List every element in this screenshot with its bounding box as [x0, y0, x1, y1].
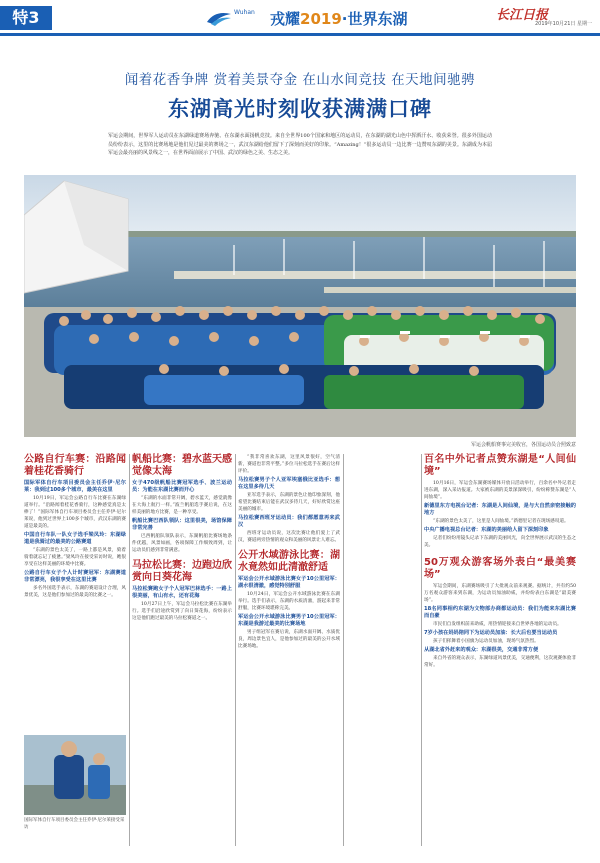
story-subheading: 18名同事相约东湖为文物部办商都运动员：我们为能来东湖比赛而自豪	[424, 606, 576, 619]
paper-date: 2019年10月21日 星期一	[534, 21, 592, 27]
logo-text: Wuhan	[234, 9, 255, 16]
section-badge: 特3	[0, 6, 52, 30]
story-paragraph: 孩子们挥舞着小国旗为运动员加油，现场气氛热烈。	[433, 639, 539, 644]
story-paragraph: 巴西帆船队领队表示，东湖帆船比赛场地条件优越，风景如画，各项保障工作细致周到，让运动员们感到非常满意。	[132, 534, 232, 553]
story-paragraph: 市民们自发组织前来助威，用热情迎接来自世界各地的运动员。	[433, 622, 562, 627]
story-subheading: 中央广播电视总台记者：东湖的美丽给人留下深刻印象	[424, 527, 549, 533]
story-subheading: 马拉松赛西班牙运动员：我们都愿意再来武汉	[238, 515, 340, 528]
cycling-photo	[24, 735, 126, 815]
story-paragraph: 多名外国选手表示，东湖的赛道设计合理，风景优美，这是他们参加过的最美的比赛之一。	[24, 586, 126, 598]
story-paragraph: 10月27日上午，军运会马拉松比赛在东湖举行。选手们沿途欣赏到了向日葵花海，纷纷表示这是他们跑过最美的马拉松赛道之一。	[132, 602, 232, 621]
article-lead: 军运会期间，世界军人运动员在东湖绿道赛场奔驰、在东湖水面扬帆竞技。来自全世界100个国家和地区的运动员，在东湖的湖光山色中挥洒汗水、收获荣誉。很多外国运动员纷纷表示，这里的比赛场地是他们见过最美的赛场之一，武汉东湖给他们留下了深刻而美好的印象。“Amazing！”很多运动员一边比赛一边赞叹东湖的美景。东湖成为本届军运会最亮丽的风景线之一，在世界面前展示了中国、武汉的绿色之美、生态之美。	[108, 133, 492, 156]
story-subheading: 7岁小孩在妈妈陪同下为运动员加油：长大后也要当运动员	[424, 630, 558, 636]
banner-suffix: ·世界东湖	[341, 10, 408, 28]
column-divider	[343, 454, 344, 846]
article-headline: 东湖高光时刻收获满满口碑	[168, 97, 432, 121]
story-heading: 帆船比赛：碧水蓝天感觉像太海	[132, 454, 232, 477]
story-subheading: 新德里东方电视台记者：东湖是人间仙境，是与大自然亲密接触的地方	[424, 503, 576, 516]
story-paragraph: 10月16日，军运会东湖赛场媒体开放日活动举行，百余名中外记者走进东湖，深入采访报道。大家被东湖的美景深深吸引，纷纷称赞东湖是“人间仙境”。	[424, 481, 576, 500]
story-subheading: 从湖北省外赶来的观众：东湖很美，交通非常方便	[424, 647, 539, 653]
photo-caption: 军运会帆船赛事完美收官，各国运动员合照致意	[470, 442, 576, 448]
story-road-cycling	[24, 454, 126, 600]
story-subheading: 马拉松赛男子个人亚军埃塞俄比亚选手：想在这里多待几天	[238, 477, 340, 490]
banner-year: 2019	[300, 10, 342, 28]
group-photo	[24, 175, 576, 437]
story-paragraph: 军运会期间，东湖赛场吸引了大批观众前来观赛。据统计，共有约50万名观众游客来到东湖，为运动员加油助威，并纷纷表白东湖是“最美赛场”。	[424, 584, 576, 603]
story-heading: 公开水域游泳比赛：湖水竟然如此清澈舒适	[238, 550, 340, 573]
column-divider	[421, 454, 422, 846]
banner-title	[270, 8, 407, 29]
games-logo-icon	[205, 8, 233, 28]
story-heading: 公路自行车赛：沿路闻着桂花香骑行	[24, 454, 126, 477]
story-paragraph: 西班牙运动员说，这次比赛让他们爱上了武汉，赛道两旁热情的观众和美丽的风景让人难忘。	[238, 531, 340, 543]
story-paragraph: 男子组冠军在赛后说，东湖水面开阔、水质优良，周边景色宜人，是他参加过的最美的公开水域比赛场地。	[238, 630, 340, 649]
group-photo-illustration	[24, 175, 576, 437]
paper-name: 长江日报	[495, 8, 548, 23]
story-subheading: 女子470级帆船比赛冠军选手、波兰运动员：为能在东湖比赛而开心	[132, 480, 232, 493]
story-subheading: 帆船比赛巴西队领队：这里很美，场馆保障非常完善	[132, 518, 232, 531]
column-divider	[129, 454, 130, 846]
story-subheading: 公路自行车女子个人计时赛冠军：东湖赛道非常漂亮，我很享受在这里比赛	[24, 570, 126, 583]
banner-prefix: 戎耀	[270, 10, 301, 28]
page-header	[0, 0, 600, 36]
story-subheading: 国际军体自行车项目委员会主任乔伊·尼尔莱：我到过100多个城市，最美在这里	[24, 480, 126, 493]
story-sailing-marathon	[132, 454, 232, 623]
story-paragraph: 来自外省的观众表示，东湖绿道风景优美，交通便利，这次观赛体验非常好。	[424, 656, 576, 668]
story-paragraph: 10月24日，军运会公开水域游泳比赛在东湖举行。选手们表示，东湖的水质清澈，游起来非常舒服，比赛环境堪称完美。	[238, 592, 340, 611]
story-subheading: 中国自行车队一队女子选手梁凤玲：东湖绿道是我骑过的最美的公路赛道	[24, 532, 126, 545]
story-paragraph: “东湖的水面非常开阔，碧水蓝天，感觉就像在大海上航行一样。”波兰帆船选手赛后说，在这样美丽的地方比赛，是一种享受。	[132, 496, 232, 515]
story-subheading: 马拉松赛跑女子个人冠军巴林选手：一路上很美丽，有山有水，还有花海	[132, 586, 232, 599]
story-paragraph: 亚军选手表示，东湖的景色让他印象深刻，他希望比赛结束后能在武汉多待几天，好好欣赏这座美丽的城市。	[238, 493, 340, 512]
story-marathon-swimming	[238, 454, 340, 651]
story-paragraph: “东湖的景色太美了，这里是人间仙境。”新德里记者在现场感叹道。	[433, 519, 569, 524]
story-heading: 50万观众游客场外表白“最美赛场”	[424, 557, 576, 580]
story-paragraph: “东湖的景色太美了，一路上都是风景，骑着骑着就忘记了疲惫。”梁凤玲在接受采访时说，她很享受在这样美丽的环境中比赛。	[24, 548, 126, 567]
story-subheading: 军运会公开水域游泳比赛女子10公里冠军：湖水很清澈，感觉特别舒服	[238, 576, 340, 589]
story-heading: 百名中外记者点赞东湖是“人间仙境”	[424, 454, 576, 477]
article-subheadline: 闻着花香争牌 赏着美景夺金 在山水间竞技 在天地间驰骋	[124, 72, 476, 88]
story-heading: 马拉松比赛：边跑边欣赏向日葵花海	[132, 560, 232, 583]
story-reporters-audience	[424, 454, 576, 670]
story-subheading: 军运会公开水域游泳比赛男子10公里冠军：东湖是我游过最美的比赛场地	[238, 614, 340, 627]
story-paragraph: 记者们纷纷用镜头记录下东湖的美丽风光，向全世界展示武汉的生态之美。	[424, 536, 576, 548]
cycling-photo-caption: 国际军体自行车项目委员会主任乔伊·尼尔莱接受采访	[24, 818, 125, 830]
cycling-photo-illustration	[24, 735, 126, 815]
story-paragraph: “我非常喜欢东湖，这里风景很好，空气清新，赛道也非常平整。”多位马拉松选手在赛后这样评价。	[238, 455, 340, 474]
story-paragraph: 10月19日，军运会公路自行车比赛在东湖绿道举行。“沿路闻着桂花香骑行，这种感觉真是太棒了！”国际军体自行车项目委员会主任乔伊·尼尔莱说，他到过世界上100多个城市，武汉东湖的赛道是最美的。	[24, 496, 126, 529]
column-divider	[235, 454, 236, 846]
